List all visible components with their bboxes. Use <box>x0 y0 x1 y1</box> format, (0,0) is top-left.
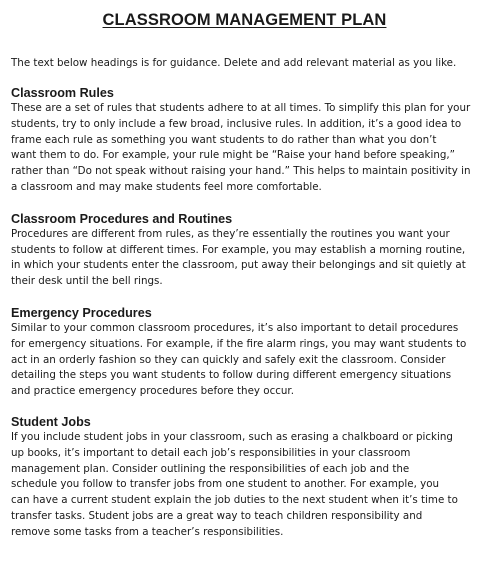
body-line: remove some tasks from a teacher’s responsibilities. <box>11 525 284 538</box>
body-line: Similar to your common classroom procedures, it’s also important to detail procedures <box>11 321 459 334</box>
body-line: for emergency situations. For example, if the fire alarm rings, you may want students to <box>11 337 467 350</box>
section-classroom-rules <box>11 85 478 196</box>
section-body <box>11 101 478 196</box>
body-line: their desk until the bell rings. <box>11 275 163 288</box>
section-heading: Student Jobs <box>11 414 91 429</box>
body-line: rather than “Do not speak without raising your hand.” This helps to maintain positivity in <box>11 165 471 178</box>
section-body <box>11 430 478 541</box>
body-line: and practice emergency procedures before they occur. <box>11 385 294 398</box>
body-line: detailing the steps you want students to follow during different emergency situations <box>11 369 452 382</box>
section-body <box>11 227 478 290</box>
body-line: frame each rule as something you want students to do rather than what you don’t <box>11 133 437 146</box>
section-heading: Emergency Procedures <box>11 305 152 320</box>
intro-text: The text below headings is for guidance. Delete and add relevant material as you like. <box>11 57 457 69</box>
body-line: students, try to only include a few broad, inclusive rules. In addition, it’s a good idea to <box>11 117 462 130</box>
body-line: act in an orderly fashion so they can quickly and safely exit the classroom. Consider <box>11 353 446 366</box>
document-title: CLASSROOM MANAGEMENT PLAN <box>102 11 387 29</box>
section-student-jobs <box>11 414 478 541</box>
body-line: in which your students enter the classroom, put away their belongings and sit quietly at <box>11 259 466 272</box>
body-line: If you include student jobs in your classroom, such as erasing a chalkboard or picking <box>11 430 453 443</box>
body-line: students to follow at different times. For example, you may establish a morning routine, <box>11 243 466 256</box>
section-classroom-procedures <box>11 211 478 290</box>
body-line: want them to do. For example, your rule might be “Raise your hand before speaking,” <box>11 149 456 162</box>
body-line: up books, it’s important to detail each job’s responsibilities in your classroom <box>11 446 411 459</box>
body-line: schedule you follow to transfer jobs from one student to another. For example, you <box>11 478 440 491</box>
body-line: transfer tasks. Student jobs are a great way to teach children responsibility and <box>11 509 423 522</box>
body-line: These are a set of rules that students adhere to at all times. To simplify this plan for your <box>11 102 471 114</box>
body-line: can have a current student explain the job duties to the next student when it’s time to <box>11 494 458 507</box>
section-body <box>11 321 478 400</box>
section-emergency-procedures <box>11 305 478 400</box>
body-line: a classroom and may make students feel more comfortable. <box>11 180 322 193</box>
body-line: management plan. Consider outlining the responsibilities of each job and the <box>11 462 410 475</box>
section-heading: Classroom Procedures and Routines <box>11 211 233 226</box>
body-line: Procedures are different from rules, as they’re essentially the routines you want your <box>11 227 450 240</box>
section-heading: Classroom Rules <box>11 86 114 100</box>
